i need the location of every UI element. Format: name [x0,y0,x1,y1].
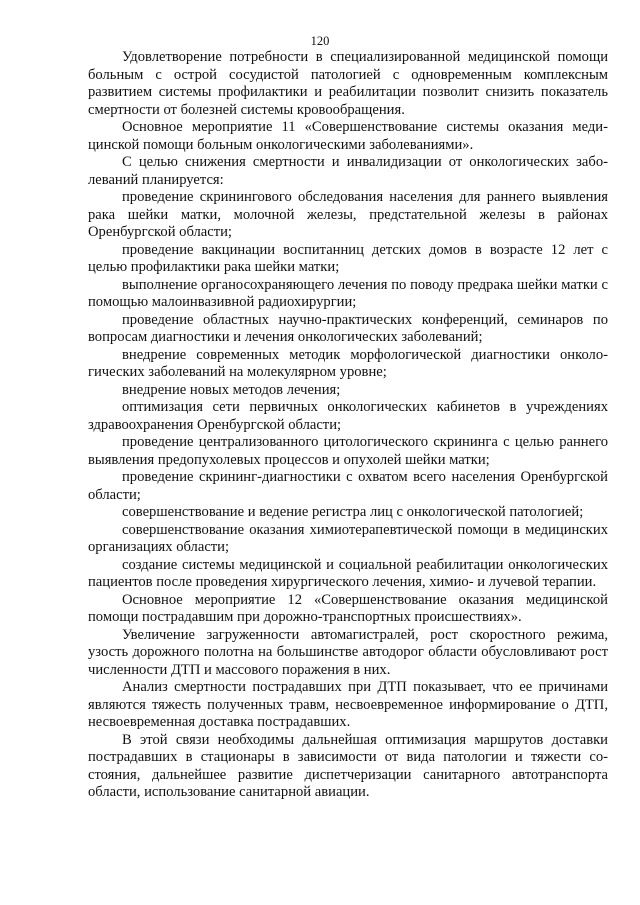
document-body [88,49,608,802]
paragraph-stroke-care: Удовлетворение потребности в специализированной медицинской помощи больным с острой сосудистой патологией с одновременным комплексным развитием системы профилактики и реабилитации позволит снизить показатель смертности от болезней системы кровообращения. [88,49,608,118]
paragraph-route-optimization: В этой связи необходимы дальнейшая оптимизация маршрутов доставки пострадавших в стационары в зависимости от вида патологии и тяжести состояния, дальнейшее развитие диспетчеризации санитарного автотранспорта области, использование санитарной авиации. [88,731,608,800]
list-item-screening-diagnostics: проведение скрининг-диагностики с охватом всего населения Оренбургской области; [88,469,608,503]
paragraph-oncology-intro: С целью снижения смертности и инвалидизации от онкологических заболеваний планируется: [88,154,608,188]
list-item-conferences: проведение областных научно-практических конференций, семинаров по вопросам диагностики и лечения онкологических заболеваний; [88,311,608,345]
list-item-cytological-screening: проведение централизованного цитологического скрининга с целью раннего выявления предопухолевых процессов и опухолей шейки матки; [88,434,608,468]
list-item-morphological-diagnostics: внедрение современных методик морфологической диагностики онкологических заболеваний на молекулярном уровне; [88,346,608,380]
list-item-screening: проведение скринингового обследования населения для раннего выявления рака шейки матки, молочной железы, предстательной железы в районах Оренбургской области; [88,189,608,240]
paragraph-measure-12-title: Основное мероприятие 12 «Совершенствование оказания медицинской помощи пострадавшим при дорожно-транспортных происшествиях». [88,591,608,625]
list-item-rehabilitation: создание системы медицинской и социальной реабилитации онкологических пациентов после проведения хирургического лечения, химио- и лучевой терапии. [88,556,608,590]
list-item-vaccination: проведение вакцинации воспитанниц детских домов в возрасте 12 лет с целью профилактики рака шейки матки; [88,241,608,275]
paragraph-measure-11-title: Основное мероприятие 11 «Совершенствование системы оказания медицинской помощи больным онкологическими заболеваниями». [88,119,608,153]
list-item-chemotherapy: совершенствование оказания химиотерапевтической помощи в медицинских организациях области; [88,521,608,555]
list-item-organ-preserving-treatment: выполнение органосохраняющего лечения по поводу предрака шейки матки с помощью малоинвазивной радиохирургии; [88,276,608,310]
paragraph-mortality-analysis: Анализ смертности пострадавших при ДТП показывает, что ее причинами являются тяжесть полученных травм, несвоевременное информирование о ДТП, несвоевременная доставка пострадавших. [88,679,608,730]
paragraph-road-traffic-load: Увеличение загруженности автомагистралей, рост скоростного режима, узость дорожного полотна на большинстве автодорог области обусловливают рост численности ДТП и массового поражения в них. [88,626,608,678]
list-item-registry: совершенствование и ведение регистра лиц с онкологической патологией; [122,504,584,520]
list-item-new-treatment-methods: внедрение новых методов лечения; [122,381,341,398]
page-number: 120 [310,34,330,48]
list-item-oncology-offices: оптимизация сети первичных онкологических кабинетов в учреждениях здравоохранения Оренбургской области; [88,399,608,433]
